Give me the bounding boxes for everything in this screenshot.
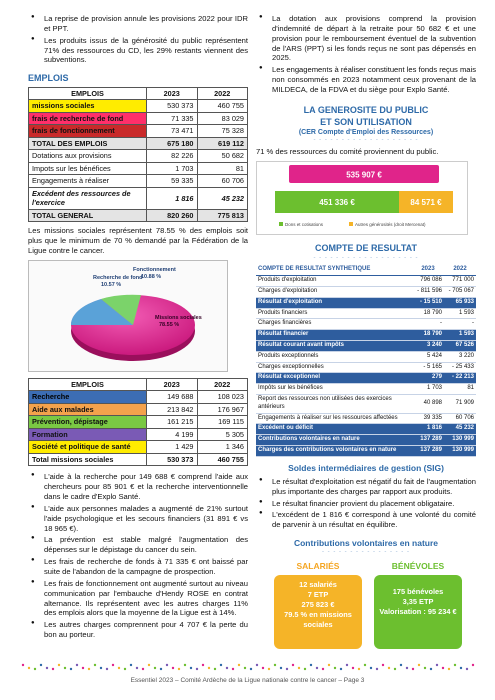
benevoles-box: 175 bénévoles 3,35 ETP Valorisation : 95 234 € xyxy=(374,575,462,649)
table-row: Prévention, dépistage 161 215 169 115 xyxy=(29,416,248,428)
footer-dot xyxy=(190,667,192,669)
footer-dot xyxy=(34,668,36,670)
footer-dot xyxy=(442,667,444,669)
table-row: Engagements à réaliser sur les ressources affectées 39 335 60 706 xyxy=(256,413,476,424)
table-row: Formation 4 199 5 305 xyxy=(29,428,248,440)
footer-dot xyxy=(430,668,432,670)
left-column xyxy=(28,14,248,642)
table-row: Produits exceptionnels 5 424 3 220 xyxy=(256,351,476,362)
footer-dot xyxy=(358,668,360,670)
bullet: ● Les engagements à réaliser constituent les fonds reçus mais non consommés en 2023 notamment ceux provenant de la MILDECA, de la FDVA et du siège pour Explo Santé. xyxy=(256,65,476,95)
footer-dot xyxy=(400,664,402,666)
table-row: Impots sur les bénéfices 1 703 81 xyxy=(29,162,248,174)
footer-dot xyxy=(196,668,198,670)
footer-dot xyxy=(220,664,222,666)
legend-autres: Autres générosités (droit Mercenat) xyxy=(355,222,426,227)
footer-dot xyxy=(214,668,216,670)
footer-dot xyxy=(250,668,252,670)
footer-dots-decoration xyxy=(20,662,475,672)
footer-dot xyxy=(376,668,378,670)
table-row: Impôts sur les bénéfices 1 703 81 xyxy=(256,384,476,395)
footer-dot xyxy=(40,664,42,666)
footer-dot xyxy=(100,667,102,669)
benevoles-heading: BÉNÉVOLES xyxy=(391,561,445,572)
table-row: Charges d'exploitation - 811 596 - 705 067 xyxy=(256,287,476,298)
footer-dot xyxy=(394,668,396,670)
col-header: EMPLOIS xyxy=(29,87,147,99)
table-row: TOTAL GENERAL 820 260 775 813 xyxy=(29,209,248,221)
table-row: Charges exceptionnelles - 5 165 - 25 433 xyxy=(256,362,476,373)
footer-dot xyxy=(118,667,120,669)
footer-dot xyxy=(70,668,72,670)
intro-bullets-right xyxy=(256,14,476,95)
contributions-title: Contributions volontaires en nature xyxy=(293,538,439,549)
page-footer: Essentiel 2023 – Comité Ardèche de la Ligue nationale contre le cancer – Page 3 xyxy=(130,677,365,684)
pie-pct-recherche: 10.57 % xyxy=(101,281,122,288)
table-row: Excédent ou déficit 1 816 45 232 xyxy=(256,424,476,435)
generosite-bar-svg xyxy=(257,162,469,236)
footer-dot xyxy=(184,664,186,666)
contributions-boxes xyxy=(256,561,476,651)
col-header: 2022 xyxy=(197,87,248,99)
table-row: Aide aux malades 213 842 176 967 xyxy=(29,403,248,415)
footer-dot xyxy=(304,668,306,670)
sig-bullets xyxy=(256,477,476,530)
footer-dot xyxy=(472,664,474,666)
pie-chart xyxy=(28,260,228,372)
bullet: ● Les produits issus de la générosité du public représentent 71% des ressources du CD, les 29% restants viennent des subventions. xyxy=(28,36,248,66)
missions-table xyxy=(28,378,248,466)
salaries-heading: SALARIÉS xyxy=(296,561,340,572)
pie-label-recherche: Recherche de fond xyxy=(93,274,143,281)
footer-dot xyxy=(448,668,450,670)
table-row: Total missions sociales 530 373 460 755 xyxy=(29,453,248,465)
emplois-title: EMPLOIS xyxy=(28,73,69,84)
table-row: frais de recherche de fond 71 335 83 029 xyxy=(29,112,248,124)
footer-dot xyxy=(82,667,84,669)
footer-dot xyxy=(298,667,300,669)
footer-dot xyxy=(112,664,114,666)
footer-dot xyxy=(130,664,132,666)
footer-dot xyxy=(274,664,276,666)
footer-dot xyxy=(286,668,288,670)
salaries-box: 12 salariés 7 ETP 275 823 € 79.5 % en missions sociales xyxy=(274,575,362,649)
footer-dot xyxy=(418,664,420,666)
footer-dot xyxy=(64,667,66,669)
footer-dot xyxy=(292,664,294,666)
footer-dot xyxy=(412,668,414,670)
bullet: ● La prévention est stable malgré l'augmentation des dépenses sur le dépistage du cancer du sein. xyxy=(28,535,248,555)
footer-dot xyxy=(406,667,408,669)
footer-dot xyxy=(310,664,312,666)
footer-dot xyxy=(232,668,234,670)
col-header: EMPLOIS xyxy=(29,378,147,390)
footer-dot xyxy=(106,668,108,670)
table-row: Résultat financier 18 790 1 593 xyxy=(256,330,476,341)
pie-label-missions: Missions sociales xyxy=(155,314,202,321)
bullet: ● L'excédent de 1 816 € correspond à une volonté du comité de parvenir à un résultat en équilibre. xyxy=(256,510,476,530)
footer-dot xyxy=(46,667,48,669)
bullet: ● Les frais de recherche de fonds à 71 335 € ont baissé par suite de l'abandon de la campagne de prospection. xyxy=(28,557,248,577)
table-row: Report des ressources non utilisées des exercices antérieurs 40 898 71 909 xyxy=(256,395,476,414)
missions-paragraph: Les missions sociales représentent 78.55 % des emplois soit plus que le minimum de 70 % demandé par la Fédération de la Ligue contre le cancer. xyxy=(28,226,248,256)
col-header: 2023 xyxy=(147,378,198,390)
footer-dot xyxy=(370,667,372,669)
table-row: frais de fonctionnement 73 471 75 328 xyxy=(29,125,248,137)
table-row: Recherche 149 688 108 023 xyxy=(29,391,248,403)
table-header-row: COMPTE DE RESULTAT SYNTHETIQUE 2023 2022 xyxy=(256,265,476,275)
footer-dot xyxy=(160,668,162,670)
footer-dot xyxy=(28,667,30,669)
table-row: Produits d'exploitation 796 086 771 000 xyxy=(256,276,476,287)
missions-bullets xyxy=(28,472,248,640)
generosite-subtitle: (CER Compte d'Emploi des Ressources) xyxy=(298,129,434,137)
footer-dot xyxy=(280,667,282,669)
bullet: ● La reprise de provision annule les provisions 2022 pour IDR et PPT. xyxy=(28,14,248,34)
bullet: ● L'aide aux personnes malades a augmenté de 21% surtout l'aide psychologique et les secours financiers (31 891 € vs 18 965 €). xyxy=(28,504,248,534)
table-row: Société et politique de santé 1 429 1 346 xyxy=(29,441,248,453)
table-row: Résultat d'exploitation - 15 510 65 933 xyxy=(256,297,476,308)
table-row: missions sociales 530 373 460 755 xyxy=(29,100,248,112)
intro-bullets-left xyxy=(28,14,248,65)
footer-dot xyxy=(268,668,270,670)
generosite-paragraph: 71 % des ressources du comité proviennent du public. xyxy=(256,147,439,157)
footer-dot xyxy=(136,667,138,669)
table-row: Résultat exceptionnel 279 - 22 213 xyxy=(256,373,476,384)
footer-dot xyxy=(88,668,90,670)
legend-swatch-autres xyxy=(349,222,353,226)
bullet: ● La dotation aux provisions comprend la provision d'indemnité de départ à la retraite pour 50 682 € et une provision pour le remboursement éventuel de la subvention de l'ARS (PPT) si les fonds reçus ne sont pas dépensés en 2025. xyxy=(256,14,476,63)
table-row: Contributions volontaires en nature 137 289 130 999 xyxy=(256,435,476,446)
bar-total-label: 535 907 € xyxy=(346,170,382,180)
col-header: 2022 xyxy=(197,378,248,390)
footer-dot xyxy=(124,668,126,670)
generosite-bar-chart xyxy=(256,161,468,235)
footer-dot xyxy=(346,664,348,666)
bullet: ● Les frais de fonctionnement ont augmenté surtout au niveau communication par l'embauche d'Hendy ROSE en contrat alternance. Ils représentent avec les autres charges 11% des emplois alors que la moyenne de la Ligue est à 14%. xyxy=(28,579,248,618)
col-header: 2023 xyxy=(147,87,198,99)
footer-dot xyxy=(424,667,426,669)
footer-dot xyxy=(262,667,264,669)
bullet: ● Le résultat financier provient du placement obligataire. xyxy=(256,499,476,509)
footer-dot xyxy=(328,664,330,666)
dotted-divider: - - - - - - - - - - - - - - - - - - - xyxy=(313,137,419,144)
footer-dot xyxy=(94,664,96,666)
footer-dot xyxy=(22,664,24,666)
table-row: Engagements à réaliser 59 335 60 706 xyxy=(29,175,248,187)
compte-resultat-title: COMPTE DE RESULTAT xyxy=(315,243,417,253)
footer-dot xyxy=(76,664,78,666)
footer-dot xyxy=(340,668,342,670)
bullet: ● Le résultat d'exploitation est négatif du fait de l'augmentation plus importante des charges par rapport aux produits. xyxy=(256,477,476,497)
footer-dot xyxy=(58,664,60,666)
bar-dons-label: 451 336 € xyxy=(319,198,355,207)
right-column xyxy=(256,14,476,651)
dotted-divider: - - - - - - - - - - - - - - - - xyxy=(322,549,410,556)
footer-dot xyxy=(142,668,144,670)
footer-dot xyxy=(154,667,156,669)
footer-dot xyxy=(334,667,336,669)
compte-resultat-table xyxy=(256,265,476,456)
footer-dot xyxy=(148,664,150,666)
footer-dot xyxy=(166,664,168,666)
footer-dot xyxy=(208,667,210,669)
bar-autres-label: 84 571 € xyxy=(410,198,442,207)
legend-dons: Dons et cotisations xyxy=(285,222,324,227)
footer-dot xyxy=(244,667,246,669)
footer-dot xyxy=(238,664,240,666)
footer-dot xyxy=(364,664,366,666)
pie-pct-missions: 78.55 % xyxy=(159,321,180,328)
footer-dot xyxy=(382,664,384,666)
table-row: Résultat courant avant impôts 3 240 67 526 xyxy=(256,341,476,352)
footer-dot xyxy=(436,664,438,666)
legend-swatch-dons xyxy=(279,222,283,226)
table-row: TOTAL DES EMPLOIS 675 180 619 112 xyxy=(29,137,248,149)
footer-dot xyxy=(388,667,390,669)
pie-pct-fonctionnement: 10.88 % xyxy=(141,273,162,280)
footer-dot xyxy=(172,667,174,669)
footer-dot xyxy=(316,667,318,669)
table-row: Charges financières - - xyxy=(256,319,476,330)
table-row: Produits financiers 18 790 1 593 xyxy=(256,308,476,319)
table-row: Dotations aux provisions 82 226 50 682 xyxy=(29,150,248,162)
footer-dot xyxy=(322,668,324,670)
bullet: ● Les autres charges comprennent pour 4 707 € la perte du bon au porteur. xyxy=(28,620,248,640)
footer-dot xyxy=(460,667,462,669)
table-row: Charges des contributions volontaires en nature 137 289 130 999 xyxy=(256,446,476,457)
dotted-divider: - - - - - - - - - - - - - - - - - - - xyxy=(313,254,419,261)
footer-dot xyxy=(454,664,456,666)
footer-dot xyxy=(178,668,180,670)
footer-dot xyxy=(226,667,228,669)
footer-dot xyxy=(466,668,468,670)
footer-dot xyxy=(352,667,354,669)
pie-svg xyxy=(29,261,229,373)
pie-label-fonctionnement: Fonctionnement xyxy=(133,266,176,273)
footer-dot xyxy=(256,664,258,666)
table-row: Excédent des ressources de l'exercice 1 816 45 232 xyxy=(29,187,248,209)
generosite-title: LA GENEROSITE DU PUBLIC ET SON UTILISATION xyxy=(303,104,429,127)
bullet: ● L'aide à la recherche pour 149 688 € comprend l'aide aux chercheurs pour 85 901 € et la recherche interventionnelle dans le cadre d'Explo Santé. xyxy=(28,472,248,502)
emplois-table xyxy=(28,87,248,222)
footer-dot xyxy=(202,664,204,666)
sig-title: Soldes intermédiaires de gestion (SIG) xyxy=(288,462,444,473)
footer-dot xyxy=(52,668,54,670)
